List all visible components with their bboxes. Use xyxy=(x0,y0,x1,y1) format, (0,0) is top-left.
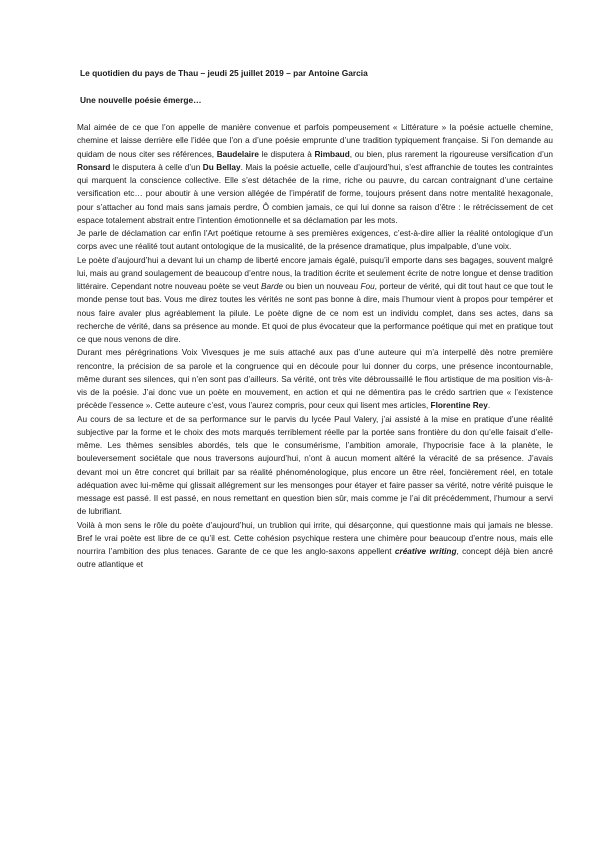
bold-name: Rimbaud xyxy=(314,149,350,159)
text-run: Voilà à mon sens le rôle du poète d’aujourd’hui, un trublion qui irrite, qui désarçonne, qui questionne mais qui jamais ne blesse. Bref le vrai poète est libre de ce qu’il est. Cette cohésion psychique restera une chimère pour beaucoup d’entre nous, mais elle nourrira l’ambition des plus tenaces. Garante de ce que les anglo-saxons appellent xyxy=(77,520,553,556)
article-paragraph xyxy=(77,413,553,519)
text-run: . xyxy=(487,401,491,411)
bold-name: Baudelaire xyxy=(216,149,259,159)
italic-term: Barde xyxy=(260,282,283,291)
article-paragraph xyxy=(77,519,553,572)
article-paragraph xyxy=(77,227,553,254)
article-paragraph xyxy=(77,121,553,227)
italic-term: Fou xyxy=(360,282,375,291)
bold-italic-term: créative writing xyxy=(394,547,457,556)
article-body xyxy=(77,121,553,572)
article-paragraph xyxy=(77,254,553,347)
text-run: , ou bien, plus rarement la rigoureuse versification d’un xyxy=(349,149,553,159)
text-run: Au cours de sa lecture et de sa performance sur le parvis du lycée Paul Valery, j’ai assisté à la mise en pratique d’une réalité subjective par la forme et le choix des mots marqués terriblement réelle par la portée sans frontière du don qu’elle faisait d’elle-même. Les thèmes sensibles abordés, tels que le consumérisme, l’ambition amorale, l’hypocrisie face à la planète, le bouleversement sociétale que nous traversons aujourd’hui, n’ont à aucun moment altéré la véracité de sa présence. J’avais devant moi un être concret qui brillait par sa réalité phénoménologique, plus encore un être réel, foncièrement réel, en totale adéquation avec lui-même qui glissait allégrement sur les mensonges pour étayer et faire passer sa vérité, notre vérité puisque le message est passé. Il est passé, en nous remettant en question bien sûr, mais comme je l’ai dit précédemment, l’humour a servi de lubrifiant. xyxy=(77,414,553,517)
text-run: , concept déjà bien ancré outre atlantique et xyxy=(77,547,553,570)
bold-name: Ronsard xyxy=(77,162,111,172)
text-run: Le poète d’aujourd’hui a devant lui un champ de liberté encore jamais égalé, puisqu’il emporte dans ses bagages, souvent malgré lui, mais au grand soulagement de beaucoup d’entre nous, la tradition écrite et seulement écrite de notre longue et dense tradition littéraire. Cependant notre nouveau poète se veut xyxy=(77,255,553,291)
bold-name: Du Bellay xyxy=(202,162,241,172)
article-subtitle: Une nouvelle poésie émerge… xyxy=(80,95,202,105)
article-header: Le quotidien du pays de Thau – jeudi 25 juillet 2019 – par Antoine Garcia xyxy=(80,68,368,78)
text-run: . Mais la poésie actuelle, celle d’aujourd’hui, s’est affranchie de toutes les contraintes qui marquent la conscience collective. Elle s’est détachée de la rime, riche ou pauvre, du carcan contraignant d’une certaine versification etc… pour aboutir à une version allégée de l’impératif de forme, toujours présent dans notre mentalité hexagonale, pour s’attacher au fond mais sans jamais perdre, Ô combien jamais, ce qui lui donne sa raison d’être : le rétrécissement de cet espace totalement abstrait entre l’intention émotionnelle et sa déclamation par les mots. xyxy=(77,162,553,225)
text-run: Je parle de déclamation car enfin l’Art poétique retourne à ses premières exigences, c’est-à-dire allier la réalité ontologique d’un corps avec une réalité tout autant ontologique de la musicalité, de la présence dramatique, plus impalpable, d’une voix. xyxy=(77,229,553,252)
bold-name: Florentine Rey xyxy=(430,401,488,411)
text-run: , porteur de vérité, qui dit tout haut ce que tout le monde pense tout bas. Vous me direz toutes les vérités ne sont pas bonne à dire, mais l’humour vient à propos pour tempérer et nous faire avaler plus agréablement la pilule. Le poète digne de ce nom est un individu complet, dans ses actes, dans sa recherche de vérité, dans sa présence au monde. Et quoi de plus évocateur que la performance poétique qui met en pratique tout ce que nous venons de dire. xyxy=(77,282,553,344)
text-run: ou bien un nouveau xyxy=(283,282,361,291)
text-run: le disputera à xyxy=(258,149,315,159)
article-paragraph xyxy=(77,346,553,412)
text-run: le disputera à celle d’un xyxy=(110,162,203,172)
text-run: Durant mes pérégrinations Voix Vivesques je me suis attaché aux pas d’une auteure qui m’a interpellé dès notre première rencontre, la précision de sa parole et la congruence qui en découle pour lui donner du corps, une présence incontournable, même durant ses silences, qui n’en sont pas d’ailleurs. Sa vérité, ont très vite débroussaillé le flou artistique de ma position vis-à-vis de la poésie. J’ai donc vue un poète en mouvement, en action et qui ne démentira pas le crédo sartrien que « l’existence précède l’essence ». Cette auteure c’est, vous l’aurez compris, pour ceux qui lisent mes articles, xyxy=(77,348,553,411)
text-run: Mal aimée de ce que l’on appelle de manière convenue et parfois pompeusement « Littérature » la poésie actuelle chemine, chemine et laisse derrière elle l’idée que l’on a d’une poésie emprunte d’une tradition typiquement française. Si l’on demande au quidam de nous citer ses références, xyxy=(77,123,553,159)
